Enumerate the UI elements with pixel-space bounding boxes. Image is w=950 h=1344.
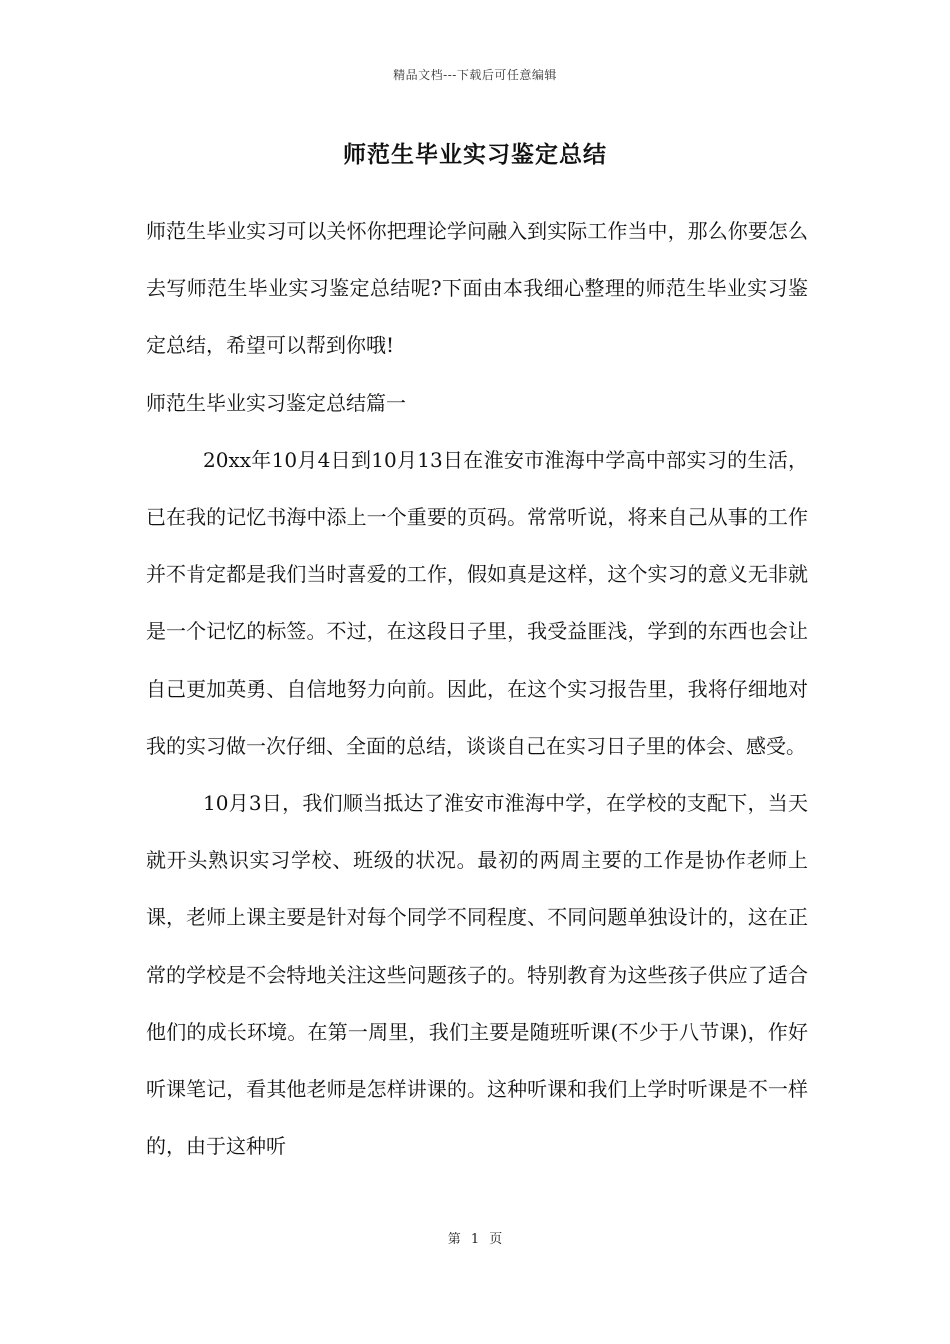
paragraph-internship-overview: 20xx年10月4日到10月13日在淮安市淮海中学高中部实习的生活，已在我的记忆书海中添上一个重要的页码。常常听说，将来自己从事的工作并不肯定都是我们当时喜爱的工作，假如真是这样，这个实习的意义无非就是一个记忆的标签。不过，在这段日子里，我受益匪浅，学到的东西也会让自己更加英勇、自信地努力向前。因此，在这个实习报告里，我将仔细地对我的实习做一次仔细、全面的总结，谈谈自己在实习日子里的体会、感受。 [146,447,808,758]
page-footer-prefix: 第 [447,1232,461,1247]
page-number: 1 [470,1232,480,1247]
document-title: 师范生毕业实习鉴定总结 [343,141,607,168]
header-note: 精品文档---下载后可任意编辑 [393,68,557,82]
paragraph-first-weeks: 10月3日，我们顺当抵达了淮安市淮海中学，在学校的支配下，当天就开头熟识实习学校、班级的状况。最初的两周主要的工作是协作老师上课，老师上课主要是针对每个同学不同程度、不同问题单独设计的，这在正常的学校是不会特地关注这些问题孩子的。特别教育为这些孩子供应了适合他们的成长环境。在第一周里，我们主要是随班听课(不少于八节课)，作好听课笔记，看其他老师是怎样讲课的。这种听课和我们上学时听课是不一样的，由于这种听 [146,791,808,1159]
document-body [146,203,808,1175]
page-footer [0,1228,950,1247]
page-footer-suffix: 页 [489,1232,503,1247]
section-heading: 师范生毕业实习鉴定总结篇一 [146,390,406,415]
paragraph-intro: 师范生毕业实习可以关怀你把理论学问融入到实际工作当中，那么你要怎么去写师范生毕业实习鉴定总结呢?下面由本我细心整理的师范生毕业实习鉴定总结，希望可以帮到你哦! [146,219,808,358]
